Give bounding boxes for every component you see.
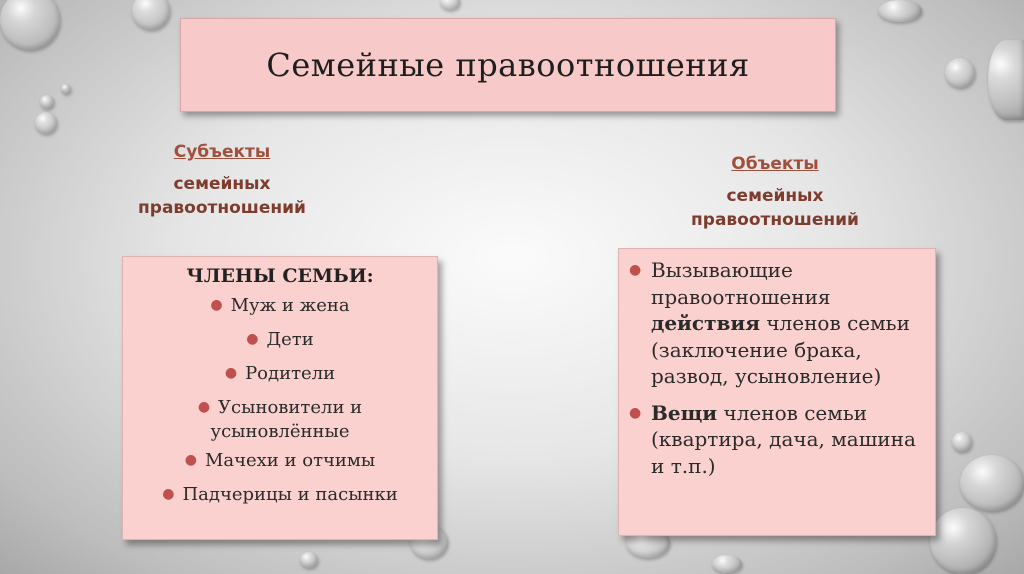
list-item-bold: Вещи [651,400,718,425]
bubble-decoration [712,555,742,573]
list-item-text: Усыновители и [218,397,363,418]
bubble-decoration [300,552,318,568]
list-item [133,395,427,444]
bubble-decoration [952,432,972,452]
list-item-bold: действия [651,311,760,335]
subjects-heading-title: Субъекты [173,142,271,162]
slide-title: Семейные правоотношения [266,46,750,84]
bubble-decoration [440,0,460,10]
objects-heading-title: Объекты [731,154,819,174]
list-item-text: членов семьи (квартира, дача, машина и т.п.) [651,400,916,478]
bullet-icon: ● [210,297,223,313]
list-item-text: Вызывающие правоотношения [651,258,831,309]
subjects-heading-line3: правоотношений [138,198,306,218]
bubble-decoration [930,508,996,574]
list-item [629,257,925,390]
bubble-decoration [878,0,922,22]
bubble-decoration [0,0,60,50]
objects-heading-line2: семейных [726,186,824,206]
list-item [133,482,427,507]
list-item [133,293,427,318]
bubble-decoration [132,0,170,30]
objects-heading-line3: правоотношений [691,210,859,230]
bubble-decoration [960,455,1024,511]
bullet-icon: ● [629,404,642,421]
subjects-heading [112,140,332,220]
bubble-decoration [61,84,71,94]
bullet-icon: ● [184,452,197,468]
list-item-text: Муж и жена [230,295,350,316]
list-item [133,327,427,352]
objects-heading [665,152,885,232]
subjects-heading-line2: семейных [173,174,271,194]
list-item-text: Дети [266,329,314,350]
list-item [133,448,427,473]
bubble-decoration [988,40,1024,120]
bubble-decoration [945,58,975,88]
list-item [133,361,427,386]
title-box [180,18,836,112]
family-members-title: ЧЛЕНЫ СЕМЬИ: [186,265,374,287]
bubble-decoration [40,95,54,109]
list-item-text: Родители [245,363,336,384]
list-item-text-continued: усыновлённые [210,421,350,442]
bullet-icon: ● [629,262,642,278]
objects-list [629,257,925,479]
list-item-text: Падчерицы и пасынки [182,484,398,505]
family-members-list [133,293,427,507]
list-item-text: членов семьи (заключение брака, развод, усыновление) [651,311,910,388]
objects-box [618,248,936,536]
list-item [629,400,925,480]
bullet-icon: ● [197,399,211,415]
list-item-text: Мачехи и отчимы [204,450,376,471]
family-members-box [122,256,438,540]
bullet-icon: ● [246,331,259,347]
bullet-icon: ● [224,365,238,381]
bullet-icon: ● [162,486,175,502]
bubble-decoration [35,112,57,134]
